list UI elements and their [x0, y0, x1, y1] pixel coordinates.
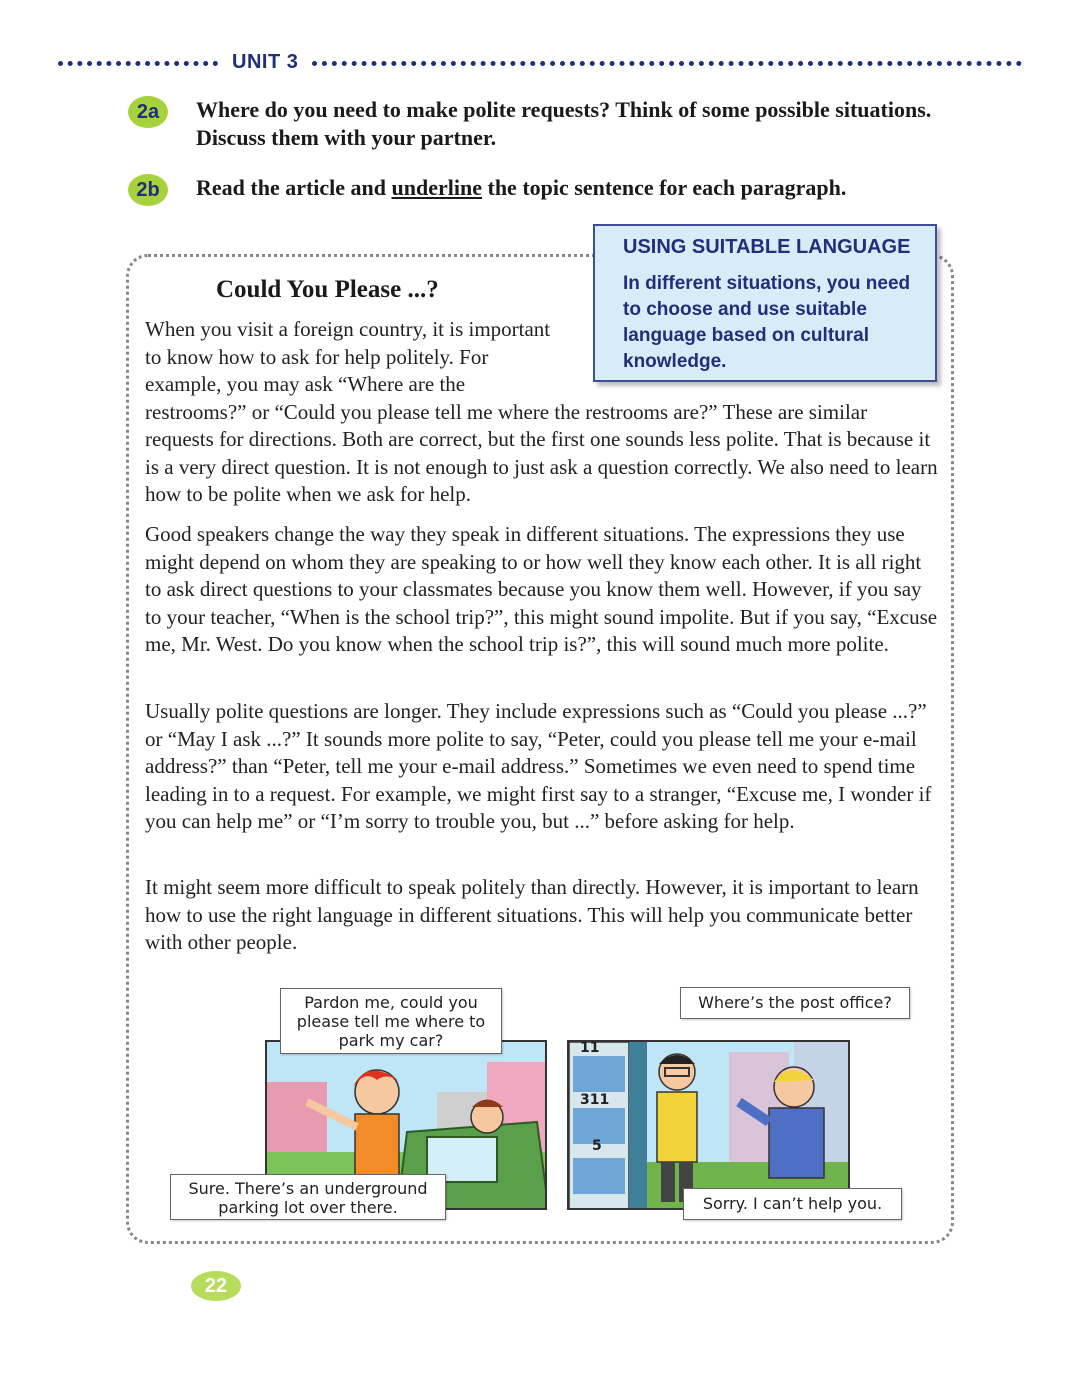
- header-dots-right: [312, 61, 1022, 66]
- exercise-2b: [128, 174, 948, 206]
- article-paragraph-1: [145, 316, 940, 509]
- instruction-text: Read the article and: [196, 175, 392, 200]
- unit-header: [58, 50, 1022, 74]
- unit-title: UNIT 3: [232, 50, 299, 73]
- instruction-underlined-word: underline: [391, 175, 482, 200]
- article-title: Could You Please ...?: [216, 276, 439, 303]
- speech-bubble-tourist: Where’s the post office?: [680, 987, 910, 1019]
- page-number: 22: [191, 1271, 241, 1301]
- comic-panel-post-office: [567, 1040, 850, 1210]
- building-sign-3: 5: [592, 1138, 602, 1154]
- tip-box-spacer: [560, 316, 940, 398]
- instruction-text: the topic sentence for each paragraph.: [482, 175, 847, 200]
- building-sign-2: 311: [580, 1092, 610, 1108]
- building-sign-1: 11: [580, 1040, 600, 1056]
- article-paragraph-3: Usually polite questions are longer. They include expressions such as “Could you please ...?” or “May I ask ...?” It sounds more polite to say, “Peter, could you please tell me your e-mail address?” than “Peter, tell me your e-mail address.” Sometimes we even need to spend time leading in to a request. For example, we might first say to a stranger, “Excuse me, I wonder if you can help me” or “I’m sorry to trouble you, but ...” before asking for help.: [145, 699, 932, 833]
- exercise-2a: [128, 96, 948, 152]
- speech-bubble-stranger: Sorry. I can’t help you.: [683, 1188, 902, 1220]
- speech-bubble-driver: Pardon me, could you please tell me where to park my car?: [280, 988, 502, 1054]
- exercise-badge: 2b: [128, 174, 168, 206]
- article-paragraph-4: It might seem more difficult to speak politely than directly. However, it is important to learn how to use the right language in different situations. This will help you communicate better with other people.: [145, 875, 919, 954]
- paragraph-text: When you visit a foreign country, it is important to know how to ask for help politely. For example, you may ask “Where are the restrooms?” or “Could you please tell me where the restrooms are?” These are similar requests for directions. Both are correct, but the first one sounds less polite. That is because it is a very direct question. It is not enough to just ask a question correctly. We also need to learn how to be polite when we ask for help.: [145, 317, 938, 506]
- article-paragraph-2: Good speakers change the way they speak in different situations. The expressions they use might depend on whom they are speaking to or how well they know each other. It is all right to ask direct questions to your classmates because you know them well. However, if you say to your teacher, “When is the school trip?”, this might sound impolite. But if you say, “Excuse me, Mr. West. Do you know when the school trip is?”, this will sound much more polite.: [145, 522, 938, 656]
- exercise-badge: 2a: [128, 96, 168, 128]
- exercise-instruction: [196, 174, 846, 202]
- speech-bubble-boy: Sure. There’s an underground parking lot over there.: [170, 1174, 446, 1220]
- header-dots-left: [58, 61, 218, 66]
- tip-title: USING SUITABLE LANGUAGE: [623, 236, 911, 258]
- tip-body: In different situations, you need to choose and use suitable language based on cultural knowledge.: [623, 273, 911, 372]
- street-scene-illustration: [569, 1042, 850, 1210]
- exercise-instruction: Where do you need to make polite requests? Think of some possible situations. Discuss them with your partner.: [196, 97, 932, 150]
